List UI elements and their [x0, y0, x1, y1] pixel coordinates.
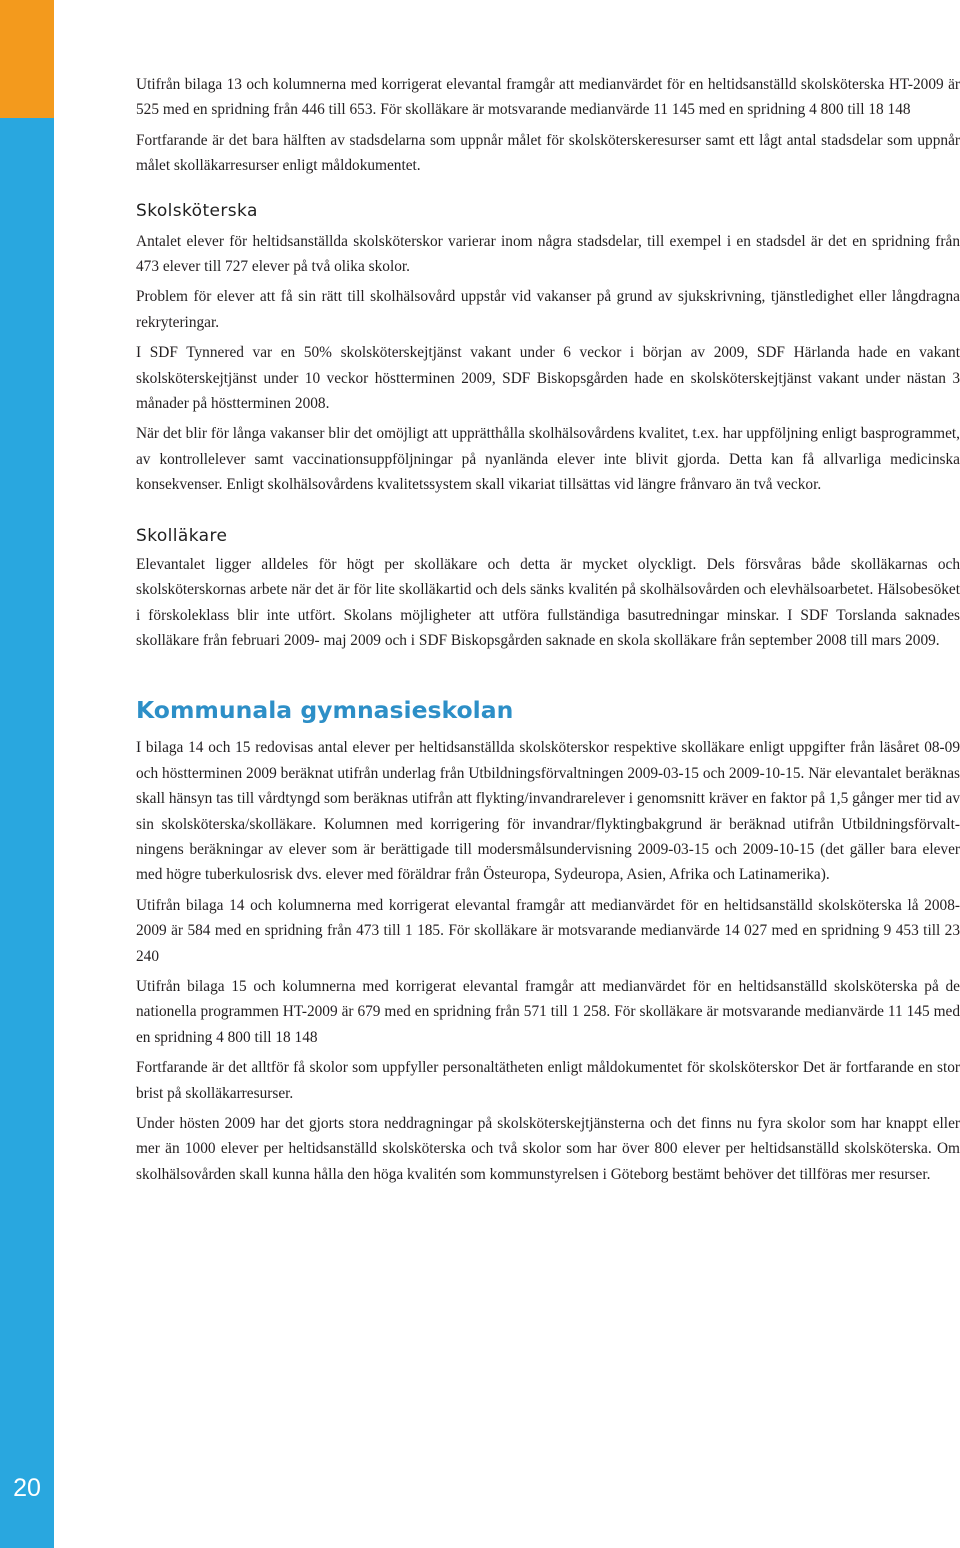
heading-skollakare: Skolläkare — [136, 525, 228, 546]
skollakare-paragraph-1: Elevantalet ligger alldeles för högt per skolläkare och detta är mycket olyckligt. Dels försvåras både skolläkarnas och skolsköterskornas arbete när det är för lite skolläkartid och dels sänks kvalitén på skolhälsovården och elevhälsoarbetet. Hälsobesöket i förskoleklass blir inte utfört. Skolans möjligheter att utföra fullständiga basutredningar minskar. I SDF Torslanda saknades skolläkare från februari 2009- maj 2009 och i SDF Biskopsgården saknade en skola skolläkare från september 2008 till mars 2009. — [136, 555, 960, 649]
skolskoterska-paragraph-4: När det blir för långa vakanser blir det omöjligt att upprätthålla skolhälsovårdens kvalitet, t.ex. har uppföljning enligt basprogrammet, av kontrollelever samt vaccinationsuppföljningar på nyanlända elever inte blivit gjorda. Detta kan få allvarliga medicinska konsekvenser. Enligt skolhälsovårdens kvalitetssystem skall vikariat tillsättas vid längre frånvaro än två veckor. — [136, 425, 960, 494]
skolskoterska-paragraph-1: Antalet elever för heltidsanställda skolsköterskor varierar inom några stadsdelar, till exempel i en stadsdel är det en spridning från 473 elever till 727 elever på två olika skolor. — [136, 232, 960, 276]
gymnasie-paragraph-4: Fortfarande är det alltför få skolor som uppfyller personaltätheten enligt måldokumentet för skolsköterskor Det är fortfarande en stor brist på skolläkarresurser. — [136, 1059, 960, 1102]
intro-paragraph-2: Fortfarande är det bara hälften av stadsdelarna som uppnår målet för skolsköterskeresurser samt ett lågt antal stadsdelar som uppnår målet skolläkarresurser enligt måldokumentet. — [136, 131, 960, 175]
heading-kommunala-gymnasieskolan: Kommunala gymnasieskolan — [136, 696, 514, 725]
gymnasie-paragraph-3: Utifrån bilaga 15 och kolumnerna med korrigerat elevantal framgår att medianvärdet för en heltidsanställd skolsköterska på de nationella programmen HT-2009 är 679 med en spridning från 571 till 1 258. För skolläkare är motsvarande medianvärde 11 145 med en spridning 4 800 till 18 148 — [136, 977, 960, 1046]
intro-paragraph-1: Utifrån bilaga 13 och kolumnerna med korrigerat elevantal framgår att medianvärdet för en heltidsanställd skolsköterska HT-2009 är 525 med en spridning från 446 till 653. För skolläkare är motsvarande medianvärde 11 145 med en spridning 4 800 till 18 148 — [136, 76, 960, 119]
sidebar-accent-main — [0, 118, 54, 1548]
page-content — [136, 72, 960, 1187]
skolskoterska-paragraph-3: I SDF Tynnered var en 50% skolsköterskejtjänst vakant under 6 veckor i början av 2009, SDF Härlanda hade en vakant skolsköterskejtjänst under 10 veckor höstterminen 2009, SDF Biskopsgården hade en skolsköterskejtjänst vakant under nästan 3 månader på höstterminen 2008. — [136, 344, 960, 413]
heading-skolskoterska: Skolsköterska — [136, 200, 258, 221]
page-number: 20 — [13, 1474, 41, 1502]
gymnasie-paragraph-2: Utifrån bilaga 14 och kolumnerna med korrigerat elevantal framgår att medianvärdet för en heltidsanställd skolsköterska lå 2008-2009 är 584 med en spridning från 473 till 1 185. För skolläkare är motsvarande medianvärde 14 027 med en spridning 9 453 till 23 240 — [136, 896, 960, 965]
gymnasie-paragraph-5: Under hösten 2009 har det gjorts stora neddragningar på skolsköterskejtjänsterna och det finns nu fyra skolor som har knappt eller mer än 1000 elever per heltidsanställd skolsköterska och två skolor som har över 800 elever per heltidsanställd skolsköterska. Om skolhälsovården skall kunna hålla den höga kvalitén som kommunstyrelsen i Göteborg bestämt behöver det tillföras mer resurser. — [136, 1115, 960, 1183]
gymnasie-paragraph-1: I bilaga 14 och 15 redovisas antal elever per heltidsanställda skolsköterskor respektive skolläkare enligt uppgifter från läsåret 08-09 och höstterminen 2009 beräknat utifrån underlag från Utbildningsförvaltningen 2009-03-15 och 2009-10-15. När elevantalet beräknas skall hänsyn tas till vårdtyngd som beräknas utifrån att flykting/invandrarelever i genomsnitt kräver en faktor på 1,5 gånger mer tid av sin skolsköterska/skolläkare. Kolumnen med korrigering för invandrar/flyktingbakgrund är beräknad utifrån Utbildningsförvaltningens beräkningar av elever som är berättigade till modersmålsundervisning 2009-03-15 och 2009-10-15 (det gäller bara elever med högre tuberkulosrisk dvs. elever med föräldrar från Östeuropa, Sydeuropa, Asien, Afrika och Latinamerika). — [136, 739, 960, 884]
sidebar-accent-top — [0, 0, 54, 118]
skolskoterska-paragraph-2: Problem för elever att få sin rätt till skolhälsovård uppstår vid vakanser på grund av sjukskrivning, tjänstledighet eller långdragna rekryteringar. — [136, 288, 960, 331]
